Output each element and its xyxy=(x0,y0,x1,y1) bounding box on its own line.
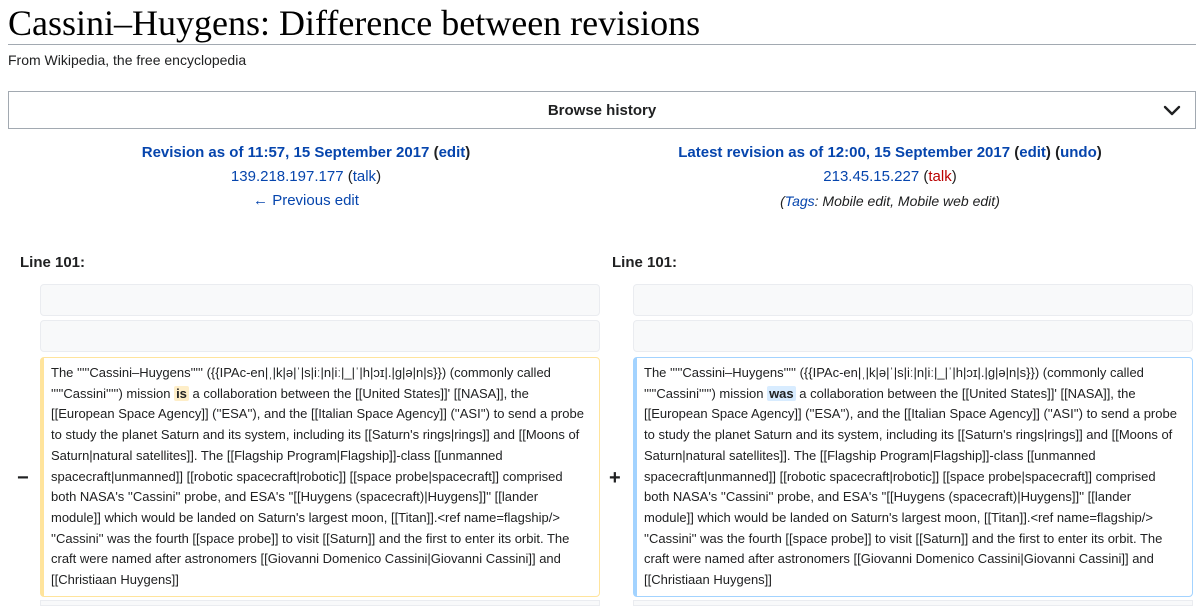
line-number-left: Line 101: xyxy=(20,254,86,271)
paren: ) xyxy=(1096,144,1102,161)
diff-text-before: The '''''Cassini–Huygens''''' ({{IPAc-en|ˌ|k|ə|ˈ|s|iː|n|iː|_|ˈ|h|ɔɪ|.|ɡ|ə|n|s}}) (commonly called '''''Cassini''''') mission xyxy=(51,365,551,401)
context-row-left xyxy=(40,600,600,606)
paren: ( xyxy=(1014,144,1020,161)
new-revision-edit-link[interactable]: edit xyxy=(1019,144,1046,161)
paren: ( xyxy=(923,168,929,185)
diff-text-after: a collaboration between the [[United States]]' [[NASA]], the [[European Space Agency]] (''ESA''), and the [[Italian Space Agency]] (''ASI'') to send a probe to study the planet Saturn and its system, including its [[Saturn's rings|rings]] and [[Moons of Saturn|natural satellites]]. The [[Flagship Program|Flagship]]-class [[unmanned spacecraft|unmanned]] [[robotic spacecraft|robotic]] [[space probe|spacecraft]] comprised both NASA's ''Cassini'' probe, and ESA's ''[[Huygens (spacecraft)|Huygens]]'' [[lander module]] which would be landed on Saturn's largest moon, [[Titan]].<ref name=flagship/> ''Cassini'' was the fourth [[space probe]] to visit [[Saturn]] and the first to enter its orbit. The craft were named after astronomers [[Giovanni Domenico Cassini|Giovanni Cassini]] and [[Christiaan Huygens]] xyxy=(644,385,1177,588)
new-revision-talk-link[interactable]: talk xyxy=(928,168,952,185)
tags-value: Mobile edit, Mobile web edit xyxy=(822,193,996,209)
paren: ) xyxy=(465,144,471,161)
context-row-right xyxy=(633,284,1193,316)
old-revision-talk-link[interactable]: talk xyxy=(352,168,377,185)
line-number-right: Line 101: xyxy=(612,254,678,271)
diff-text-after: a collaboration between the [[United States]]' [[NASA]], the [[European Space Agency]] (''ESA''), and the [[Italian Space Agency]] (''ASI'') to send a probe to study the planet Saturn and its system, including its [[Saturn's rings|rings]] and [[Moons of Saturn|natural satellites]]. The [[Flagship Program|Flagship]]-class [[unmanned spacecraft|unmanned]] [[robotic spacecraft|robotic]] [[space probe|spacecraft]] comprised both NASA's ''Cassini'' probe, and ESA's ''[[Huygens (spacecraft)|Huygens]]'' [[lander module]] which would be landed on Saturn's largest moon, [[Titan]].<ref name=flagship/> ''Cassini'' was the fourth [[space probe]] to visit [[Saturn]] and the first to enter its orbit. The craft were named after astronomers [[Giovanni Domenico Cassini|Giovanni Cassini]] and [[Christiaan Huygens]] xyxy=(51,385,584,588)
old-revision-link[interactable]: Revision as of 11:57, 15 September 2017 xyxy=(141,144,430,161)
tags-link[interactable]: Tags xyxy=(784,193,815,209)
browse-history-label: Browse history xyxy=(547,102,657,119)
title-divider xyxy=(8,44,1196,45)
undo-link[interactable]: undo xyxy=(1060,144,1097,161)
context-row-left xyxy=(40,284,600,316)
added-line xyxy=(633,357,1193,597)
context-row-right xyxy=(633,600,1193,606)
paren: ( xyxy=(433,144,439,161)
paren: ) ( xyxy=(1045,144,1061,161)
old-revision-header xyxy=(26,141,586,213)
site-tagline: From Wikipedia, the free encyclopedia xyxy=(8,52,247,68)
new-revision-header xyxy=(610,141,1170,213)
paren: ) xyxy=(376,168,382,185)
paren: ( xyxy=(347,168,353,185)
new-revision-link[interactable]: Latest revision as of 12:00, 15 September 2017 xyxy=(678,144,1011,161)
old-revision-user-link[interactable]: 139.218.197.177 xyxy=(230,168,344,185)
deletion-marker: − xyxy=(17,467,29,489)
addition-marker: + xyxy=(609,467,621,489)
page-title: Cassini–Huygens: Difference between revisions xyxy=(8,3,701,43)
paren: ) xyxy=(951,168,957,185)
old-revision-edit-link[interactable]: edit xyxy=(438,144,466,161)
context-row-left xyxy=(40,320,600,352)
new-revision-user-link[interactable]: 213.45.15.227 xyxy=(823,168,920,185)
deleted-word: is xyxy=(176,385,187,401)
diff-text-before: The '''''Cassini–Huygens''''' ({{IPAc-en|ˌ|k|ə|ˈ|s|iː|n|iː|_|ˈ|h|ɔɪ|.|ɡ|ə|n|s}}) (commonly called '''''Cassini''''') mission xyxy=(644,365,1144,401)
chevron-down-icon[interactable] xyxy=(1163,104,1181,118)
browse-history-toggle[interactable] xyxy=(8,91,1196,129)
deleted-line xyxy=(40,357,600,597)
context-row-right xyxy=(633,320,1193,352)
revision-tags: (Tags: Mobile edit, Mobile web edit) xyxy=(780,193,1000,209)
previous-edit-link[interactable]: ← Previous edit xyxy=(253,192,359,209)
added-word: was xyxy=(769,385,794,401)
